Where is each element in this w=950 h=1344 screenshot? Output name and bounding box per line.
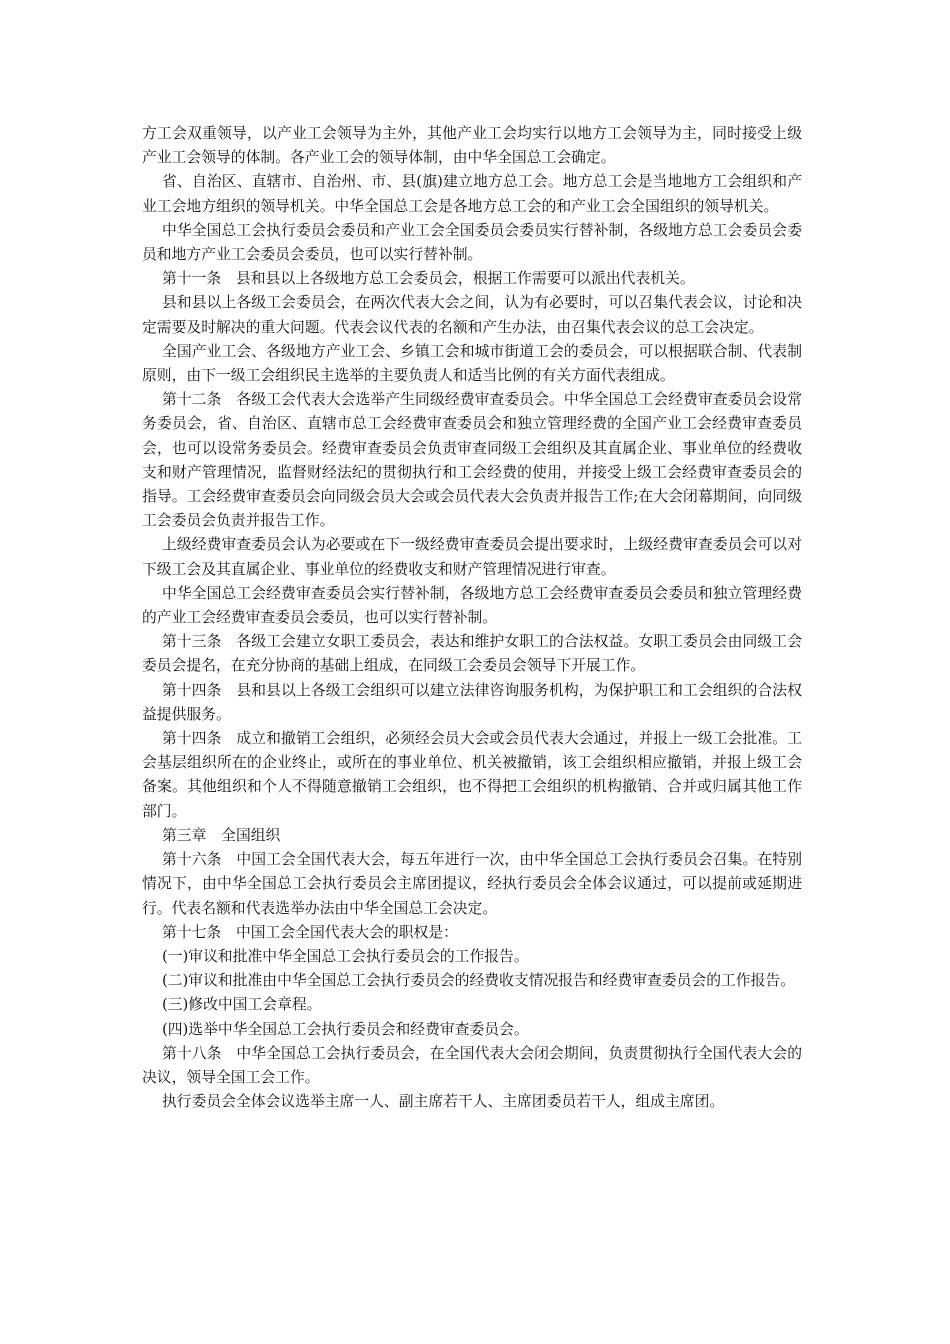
paragraph-2: 省、自治区、直辖市、自治州、市、县(旗)建立地方总工会。地方总工会是当地地方工会组织和产业工会地方组织的领导机关。中华全国总工会是各地方总工会的和产业工会全国组织的领导机关。 — [142, 173, 802, 215]
paragraph-21: 执行委员会全体会议选举主席一人、副主席若干人、主席团委员若干人，组成主席团。 — [161, 1093, 725, 1111]
article-12: 第十二条 各级工会代表大会选举产生同级经费审查委员会。中华全国总工会经费审查委员会设常务委员会，省、自治区、直辖市总工会经费审查委员会和独立管理经费的全国产业工会经费审查委员会，也可以设常务委员会。经费审查委员会负责审查同级工会组织及其直属企业、事业单位的经费收支和财产管理情况，监督财经法纪的贯彻执行和工会经费的使用，并接受上级工会经费审查委员会的指导。工会经费审查委员会向同级会员大会或会员代表大会负责并报告工作;在大会闭幕期间，向同级工会委员会负责并报告工作。 — [142, 391, 802, 530]
list-item-3: (三)修改中国工会章程。 — [161, 996, 322, 1014]
chapter-3-heading: 第三章 全国组织 — [161, 826, 281, 844]
paragraph-9: 中华全国总工会经费审查委员会实行替补制，各级地方总工会经费审查委员会委员和独立管理经费的产业工会经费审查委员会委员，也可以实行替补制。 — [142, 584, 802, 627]
list-item-1: (一)审议和批准中华全国总工会执行委员会的工作报告。 — [161, 947, 529, 965]
list-item-4: (四)选举中华全国总工会执行委员会和经费审查委员会。 — [161, 1020, 529, 1038]
paragraph-1: 方工会双重领导，以产业工会领导为主外，其他产业工会均实行以地方工会领导为主，同时接受上级产业工会领导的体制。各产业工会的领导体制，由中华全国总工会确定。 — [142, 125, 802, 167]
article-11: 第十一条 县和县以上各级地方总工会委员会，根据工作需要可以派出代表机关。 — [161, 270, 695, 288]
article-14a: 第十四条 县和县以上各级工会组织可以建立法律咨询服务机构，为保护职工和工会组织的合法权益提供服务。 — [142, 681, 802, 723]
document-page — [142, 122, 802, 1114]
paragraph-5: 县和县以上各级工会委员会，在两次代表大会之间，认为有必要时，可以召集代表会议，讨论和决定需要及时解决的重大问题。代表会议代表的名额和产生办法，由召集代表会议的总工会决定。 — [142, 294, 802, 336]
paragraph-8: 上级经费审查委员会认为必要或在下一级经费审查委员会提出要求时，上级经费审查委员会可以对下级工会及其直属企业、事业单位的经费收支和财产管理情况进行审查。 — [142, 536, 802, 578]
paragraph-3: 中华全国总工会执行委员会委员和产业工会全国委员会委员实行替补制，各级地方总工会委员会委员和地方产业工会委员会委员，也可以实行替补制。 — [142, 221, 802, 264]
article-14b: 第十四条 成立和撤销工会组织，必须经会员大会或会员代表大会通过，并报上一级工会批准。工会基层组织所在的企业终止，或所在的事业单位、机关被撤销，该工会组织相应撤销，并报上级工会备案。其他组织和个人不得随意撤销工会组织，也不得把工会组织的机构撤销、合并或归属其他工作部门。 — [142, 730, 802, 820]
paragraph-6: 全国产业工会、各级地方产业工会、乡镇工会和城市街道工会的委员会，可以根据联合制、代表制原则，由下一级工会组织民主选举的主要负责人和适当比例的有关方面代表组成。 — [142, 342, 802, 385]
article-17: 第十七条 中国工会全国代表大会的职权是： — [161, 923, 458, 941]
article-16: 第十六条 中国工会全国代表大会，每五年进行一次，由中华全国总工会执行委员会召集。在特别情况下，由中华全国总工会执行委员会主席团提议，经执行委员会全体会议通过，可以提前或延期进行。代表名额和代表选举办法由中华全国总工会决定。 — [142, 851, 802, 917]
article-18: 第十八条 中华全国总工会执行委员会，在全国代表大会闭会期间，负责贯彻执行全国代表大会的决议，领导全国工会工作。 — [142, 1044, 802, 1086]
article-13: 第十三条 各级工会建立女职工委员会，表达和维护女职工的合法权益。女职工委员会由同级工会委员会提名，在充分协商的基础上组成，在同级工会委员会领导下开展工作。 — [142, 633, 802, 675]
list-item-2: (二)审议和批准由中华全国总工会执行委员会的经费收支情况报告和经费审查委员会的工作报告。 — [161, 972, 795, 990]
